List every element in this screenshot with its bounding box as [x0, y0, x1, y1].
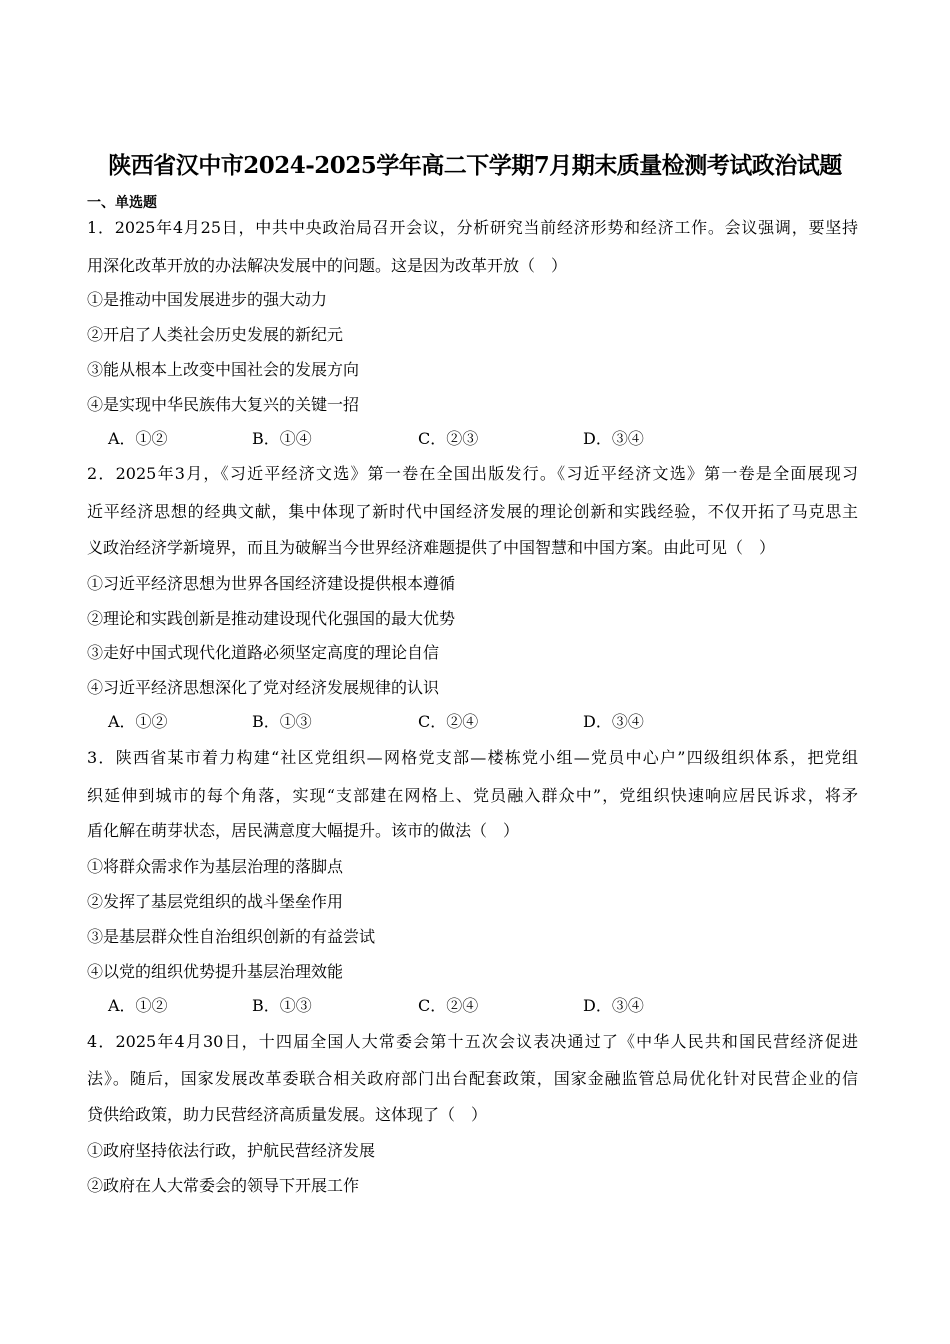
question-stem-line: 贷供给政策，助力民营经济高质量发展。这体现了（ ） — [87, 1105, 488, 1124]
question-stem-line: 2．2025年3月，《习近平经济文选》第一卷在全国出版发行。《习近平经济文选》第一卷是全面展现习 — [87, 464, 858, 483]
document-title: 陕西省汉中市2024-2025学年高二下学期7月期末质量检测考试政治试题 — [108, 152, 842, 179]
question-stem-line: 4．2025年4月30日，十四届全国人大常委会第十五次会议表决通过了《中华人民共和国民营经济促进 — [87, 1032, 858, 1051]
question-option: ④以党的组织优势提升基层治理效能 — [87, 962, 344, 981]
question-stem-line: 义政治经济学新境界，而且为破解当今世界经济难题提供了中国智慧和中国方案。由此可见（ ） — [87, 538, 776, 557]
answer-choice-d: D．③④ — [583, 996, 644, 1015]
answer-choice-b: B．①③ — [252, 996, 312, 1015]
answer-choice-a: A．①② — [108, 996, 168, 1015]
question-option: ①政府坚持依法行政，护航民营经济发展 — [87, 1141, 376, 1160]
question-option: ②发挥了基层党组织的战斗堡垒作用 — [87, 892, 344, 911]
answer-choice-a: A．①② — [108, 429, 168, 448]
answer-choice-c: C．②④ — [418, 996, 479, 1015]
answer-choice-b: B．①③ — [252, 712, 312, 731]
question-option: ②理论和实践创新是推动建设现代化强国的最大优势 — [87, 609, 456, 628]
question-option: ①是推动中国发展进步的强大动力 — [87, 290, 328, 309]
question-stem-line: 3．陕西省某市着力构建“社区党组织—网格党支部—楼栋党小组—党员中心户”四级组织体系，把党组 — [87, 748, 858, 767]
question-option: ②开启了人类社会历史发展的新纪元 — [87, 325, 344, 344]
question-option: ③能从根本上改变中国社会的发展方向 — [87, 360, 360, 379]
question-option: ③是基层群众性自治组织创新的有益尝试 — [87, 927, 376, 946]
question-stem-line: 用深化改革开放的办法解决发展中的问题。这是因为改革开放（ ） — [87, 256, 568, 275]
question-option: ④是实现中华民族伟大复兴的关键一招 — [87, 395, 360, 414]
question-option: ②政府在人大常委会的领导下开展工作 — [87, 1176, 360, 1195]
question-stem-line: 1．2025年4月25日，中共中央政治局召开会议，分析研究当前经济形势和经济工作。会议强调，要坚持 — [87, 218, 858, 237]
question-option: ③走好中国式现代化道路必须坚定高度的理论自信 — [87, 643, 440, 662]
answer-choice-d: D．③④ — [583, 429, 644, 448]
answer-choice-c: C．②③ — [418, 429, 479, 448]
answer-choice-b: B．①④ — [252, 429, 312, 448]
answer-choice-a: A．①② — [108, 712, 168, 731]
question-option: ①习近平经济思想为世界各国经济建设提供根本遵循 — [87, 574, 456, 593]
answer-choice-d: D．③④ — [583, 712, 644, 731]
question-stem-line: 盾化解在萌芽状态，居民满意度大幅提升。该市的做法（ ） — [87, 821, 520, 840]
section-heading: 一、单选题 — [87, 195, 157, 211]
question-stem-line: 织延伸到城市的每个角落，实现“支部建在网格上、党员融入群众中”，党组织快速响应居民诉求，将矛 — [87, 786, 858, 805]
answer-choice-c: C．②④ — [418, 712, 479, 731]
question-stem-line: 近平经济思想的经典文献，集中体现了新时代中国经济发展的理论创新和实践经验，不仅开拓了马克思主 — [87, 502, 858, 521]
question-stem-line: 法》。随后，国家发展改革委联合相关政府部门出台配套政策，国家金融监管总局优化针对民营企业的信 — [87, 1069, 858, 1088]
question-option: ①将群众需求作为基层治理的落脚点 — [87, 857, 344, 876]
question-option: ④习近平经济思想深化了党对经济发展规律的认识 — [87, 678, 440, 697]
